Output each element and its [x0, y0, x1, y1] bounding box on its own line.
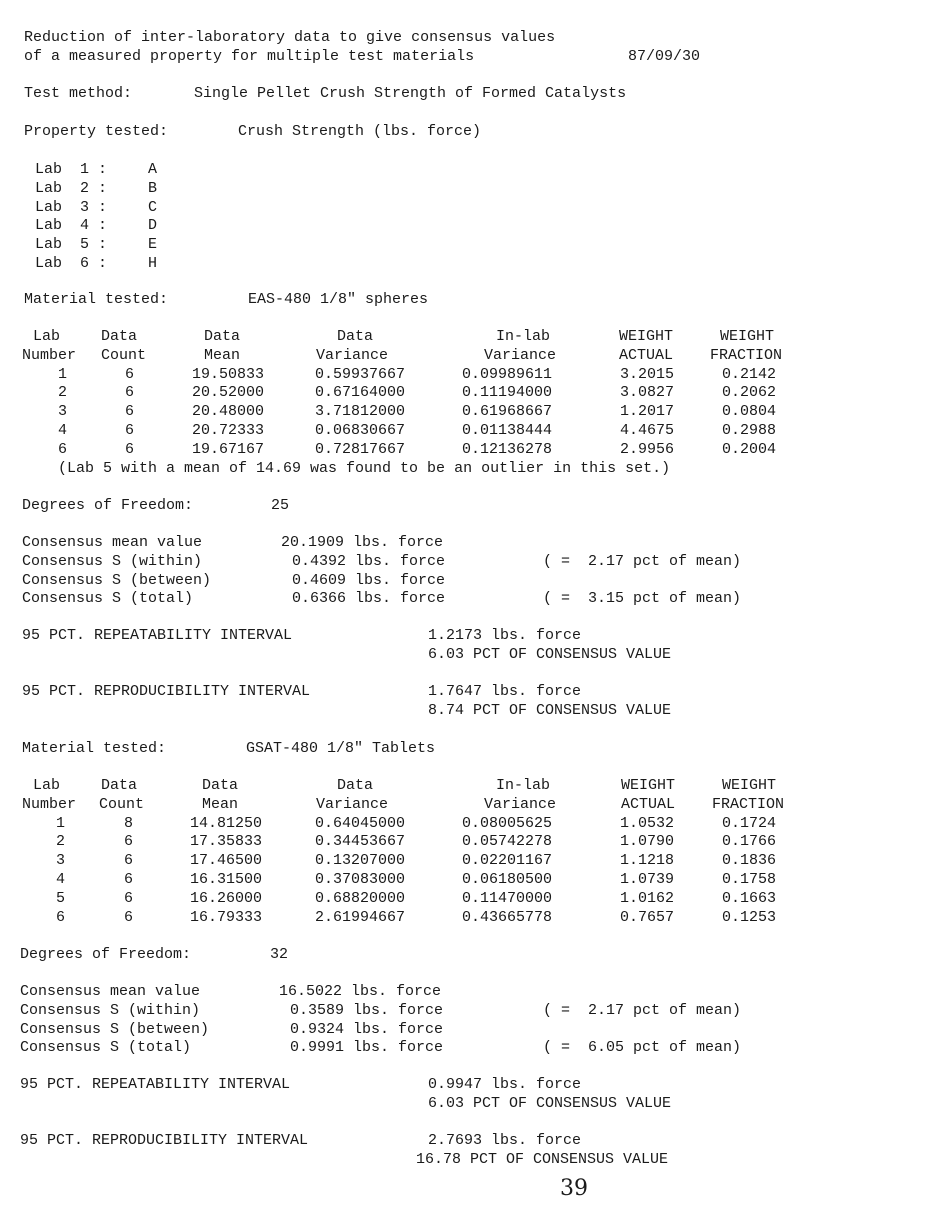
lab-code: E: [148, 236, 158, 254]
stat-label: Consensus S (between): [20, 1020, 210, 1038]
lab-label: Lab 5 :: [35, 236, 108, 254]
cell-lab: 3: [58, 403, 68, 421]
cell-lab: 6: [56, 908, 66, 926]
table-row: [0, 366, 950, 385]
reproducibility-value: 1.7647 lbs. force: [428, 683, 582, 700]
lab-label: Lab 2 :: [35, 179, 108, 197]
cell-mean: 20.72333: [192, 421, 265, 439]
stat-label: Consensus S (within): [20, 1001, 201, 1019]
col-header: Lab: [33, 777, 61, 794]
cell-lab: 4: [58, 421, 68, 439]
cell-weight-fraction: 0.2004: [722, 440, 777, 458]
stat-value: 0.3589 lbs. force: [290, 1001, 444, 1019]
cell-variance: 0.13207000: [315, 852, 406, 870]
cell-mean: 16.79333: [190, 908, 263, 926]
cell-count: 6: [125, 440, 135, 458]
col-header: Number: [22, 795, 77, 813]
list-item: [0, 199, 950, 218]
cell-variance: 0.37083000: [315, 870, 406, 888]
cell-count: 6: [125, 403, 135, 421]
cell-weight-actual: 1.0532: [620, 814, 675, 832]
cell-weight-actual: 1.0739: [620, 870, 675, 888]
cell-count: 6: [124, 908, 134, 926]
cell-variance: 0.59937667: [315, 365, 406, 383]
dof-value: 32: [270, 946, 289, 963]
stat-value: 0.9324 lbs. force: [290, 1020, 444, 1038]
page-number: 39: [560, 1176, 588, 1201]
cell-lab: 1: [56, 814, 66, 832]
table-header-row: [0, 777, 950, 796]
cell-weight-fraction: 0.1758: [722, 870, 777, 888]
col-header: Variance: [484, 346, 557, 364]
stat-label: Consensus S (between): [22, 571, 212, 589]
consensus-stats: [0, 534, 950, 609]
table-row: [0, 403, 950, 422]
cell-mean: 17.46500: [190, 852, 263, 870]
stat-value: 0.6366 lbs. force: [292, 590, 446, 608]
cell-weight-fraction: 0.0804: [722, 403, 777, 421]
table-row: [0, 384, 950, 403]
cell-inlab-variance: 0.06180500: [462, 870, 553, 888]
list-item: [0, 236, 950, 255]
cell-count: 6: [124, 870, 134, 888]
cell-lab: 3: [56, 852, 66, 870]
cell-inlab-variance: 0.08005625: [462, 814, 553, 832]
col-header: In-lab: [496, 328, 551, 345]
cell-count: 6: [125, 365, 135, 383]
material-label: Material tested:: [22, 740, 167, 757]
test-method-label: Test method:: [24, 85, 133, 102]
col-header: FRACTION: [712, 795, 785, 813]
col-header: Data: [337, 328, 374, 345]
cell-variance: 0.06830667: [315, 421, 406, 439]
cell-lab: 6: [58, 440, 68, 458]
stat-pct: ( = 3.15 pct of mean): [543, 590, 742, 608]
table-header-row: [0, 347, 950, 366]
cell-variance: 0.67164000: [315, 384, 406, 402]
col-header: WEIGHT: [720, 328, 775, 345]
col-header: Data: [337, 777, 374, 794]
cell-count: 6: [124, 852, 134, 870]
table-header-row: [0, 328, 950, 347]
dof-label: Degrees of Freedom:: [22, 497, 194, 514]
col-header: FRACTION: [710, 346, 783, 364]
cell-weight-fraction: 0.1724: [722, 814, 777, 832]
table-row: [0, 890, 950, 909]
material-name: GSAT-480 1/8" Tablets: [246, 740, 436, 757]
cell-count: 6: [124, 833, 134, 851]
cell-weight-actual: 1.0790: [620, 833, 675, 851]
cell-count: 6: [125, 384, 135, 402]
outlier-note-row: [0, 460, 950, 479]
repeatability-pct: 6.03 PCT OF CONSENSUS VALUE: [428, 646, 672, 663]
col-header: ACTUAL: [619, 346, 674, 364]
report-date: 87/09/30: [628, 48, 701, 65]
col-header: ACTUAL: [621, 795, 676, 813]
stat-value: 0.4392 lbs. force: [292, 552, 446, 570]
cell-variance: 0.34453667: [315, 833, 406, 851]
cell-variance: 0.72817667: [315, 440, 406, 458]
cell-weight-actual: 1.1218: [620, 852, 675, 870]
property-label: Property tested:: [24, 123, 169, 140]
cell-variance: 0.68820000: [315, 889, 406, 907]
table-row: [0, 422, 950, 441]
cell-inlab-variance: 0.61968667: [462, 403, 553, 421]
col-header: WEIGHT: [621, 777, 676, 794]
lab-code: H: [148, 254, 158, 272]
cell-mean: 14.81250: [190, 814, 263, 832]
cell-lab: 2: [58, 384, 68, 402]
cell-lab: 5: [56, 889, 66, 907]
cell-count: 8: [124, 814, 134, 832]
cell-weight-fraction: 0.1836: [722, 852, 777, 870]
list-item: [0, 180, 950, 199]
cell-weight-actual: 0.7657: [620, 908, 675, 926]
stat-label: Consensus S (within): [22, 552, 203, 570]
cell-inlab-variance: 0.12136278: [462, 440, 553, 458]
cell-count: 6: [125, 421, 135, 439]
cell-weight-actual: 4.4675: [620, 421, 675, 439]
title-line-2: of a measured property for multiple test materials: [24, 48, 475, 65]
cell-lab: 4: [56, 870, 66, 888]
cell-inlab-variance: 0.11470000: [462, 889, 553, 907]
stat-row: [0, 572, 950, 591]
col-header: Number: [22, 346, 77, 364]
lab-list: [0, 161, 950, 274]
lab-code: A: [148, 161, 158, 178]
cell-weight-fraction: 0.1766: [722, 833, 777, 851]
data-table: [0, 777, 950, 927]
table-row: [0, 852, 950, 871]
cell-count: 6: [124, 889, 134, 907]
cell-weight-actual: 3.0827: [620, 384, 675, 402]
col-header: Data: [204, 328, 241, 345]
lab-label: Lab 3 :: [35, 198, 108, 216]
cell-weight-fraction: 0.2142: [722, 365, 777, 383]
title-line-1: Reduction of inter-laboratory data to give consensus values: [24, 29, 556, 46]
col-header: Count: [101, 346, 147, 364]
cell-mean: 17.35833: [190, 833, 263, 851]
stat-pct: ( = 2.17 pct of mean): [543, 1001, 742, 1019]
repeatability-label: 95 PCT. REPEATABILITY INTERVAL: [22, 627, 293, 644]
table-header-row: [0, 796, 950, 815]
material-label: Material tested:: [24, 291, 169, 308]
cell-weight-actual: 2.9956: [620, 440, 675, 458]
col-header: Variance: [484, 795, 557, 813]
cell-lab: 1: [58, 365, 68, 383]
property-value: Crush Strength (lbs. force): [238, 123, 482, 140]
col-header: In-lab: [496, 777, 551, 794]
stat-row: [0, 1002, 950, 1021]
table-row: [0, 833, 950, 852]
stat-pct: ( = 6.05 pct of mean): [543, 1039, 742, 1057]
lab-label: Lab 4 :: [35, 217, 108, 235]
col-header: WEIGHT: [722, 777, 777, 794]
cell-mean: 20.48000: [192, 403, 265, 421]
stat-label: Consensus mean value: [22, 534, 203, 551]
table-row: [0, 815, 950, 834]
stat-label: Consensus S (total): [22, 590, 194, 608]
list-item: [0, 161, 950, 180]
lab-label: Lab 6 :: [35, 254, 108, 272]
cell-mean: 19.67167: [192, 440, 265, 458]
cell-inlab-variance: 0.02201167: [462, 852, 553, 870]
reproducibility-pct: 16.78 PCT OF CONSENSUS VALUE: [416, 1151, 669, 1168]
reproducibility-label: 95 PCT. REPRODUCIBILITY INTERVAL: [20, 1132, 309, 1149]
col-header: Data: [101, 777, 138, 794]
dof-label: Degrees of Freedom:: [20, 946, 192, 963]
stat-value: 16.5022 lbs. force: [279, 983, 442, 1000]
col-header: Data: [202, 777, 239, 794]
lab-code: C: [148, 198, 158, 216]
stat-row: [0, 1039, 950, 1058]
material-name: EAS-480 1/8" spheres: [248, 291, 429, 308]
repeatability-label: 95 PCT. REPEATABILITY INTERVAL: [20, 1076, 291, 1093]
stat-label: Consensus S (total): [20, 1039, 192, 1057]
repeatability-value: 0.9947 lbs. force: [428, 1076, 582, 1093]
stat-label: Consensus mean value: [20, 983, 201, 1000]
cell-inlab-variance: 0.05742278: [462, 833, 553, 851]
cell-lab: 2: [56, 833, 66, 851]
reproducibility-pct: 8.74 PCT OF CONSENSUS VALUE: [428, 702, 672, 719]
list-item: [0, 255, 950, 274]
cell-weight-fraction: 0.2988: [722, 421, 777, 439]
repeatability-value: 1.2173 lbs. force: [428, 627, 582, 644]
lab-code: B: [148, 179, 158, 197]
dof-value: 25: [271, 497, 290, 514]
cell-mean: 16.31500: [190, 870, 263, 888]
col-header: Count: [99, 795, 145, 813]
col-header: Mean: [202, 795, 239, 813]
cell-mean: 16.26000: [190, 889, 263, 907]
stat-row: [0, 1021, 950, 1040]
stat-pct: ( = 2.17 pct of mean): [543, 552, 742, 570]
cell-weight-fraction: 0.1253: [722, 908, 777, 926]
reproducibility-label: 95 PCT. REPRODUCIBILITY INTERVAL: [22, 683, 311, 700]
cell-inlab-variance: 0.01138444: [462, 421, 553, 439]
list-item: [0, 217, 950, 236]
test-method-value: Single Pellet Crush Strength of Formed Catalysts: [194, 85, 627, 102]
cell-weight-actual: 1.0162: [620, 889, 675, 907]
stat-value: 0.9991 lbs. force: [290, 1039, 444, 1057]
outlier-note: (Lab 5 with a mean of 14.69 was found to be an outlier in this set.): [58, 459, 671, 477]
col-header: Variance: [316, 795, 389, 813]
table-row: [0, 909, 950, 928]
cell-variance: 2.61994667: [315, 908, 406, 926]
data-table: [0, 328, 950, 478]
table-row: [0, 871, 950, 890]
reproducibility-value: 2.7693 lbs. force: [428, 1132, 582, 1149]
stat-row: [0, 983, 950, 1002]
col-header: Lab: [33, 328, 61, 345]
col-header: WEIGHT: [619, 328, 674, 345]
cell-mean: 19.50833: [192, 365, 265, 383]
stat-row: [0, 590, 950, 609]
cell-inlab-variance: 0.43665778: [462, 908, 553, 926]
cell-variance: 0.64045000: [315, 814, 406, 832]
cell-weight-fraction: 0.1663: [722, 889, 777, 907]
col-header: Variance: [316, 346, 389, 364]
cell-inlab-variance: 0.09989611: [462, 365, 553, 383]
cell-mean: 20.52000: [192, 384, 265, 402]
consensus-stats: [0, 983, 950, 1058]
repeatability-pct: 6.03 PCT OF CONSENSUS VALUE: [428, 1095, 672, 1112]
stat-row: [0, 534, 950, 553]
cell-variance: 3.71812000: [315, 403, 406, 421]
table-row: [0, 441, 950, 460]
stat-value: 20.1909 lbs. force: [281, 534, 444, 551]
col-header: Mean: [204, 346, 241, 364]
cell-inlab-variance: 0.11194000: [462, 384, 553, 402]
stat-value: 0.4609 lbs. force: [292, 571, 446, 589]
lab-code: D: [148, 217, 158, 235]
cell-weight-fraction: 0.2062: [722, 384, 777, 402]
stat-row: [0, 553, 950, 572]
col-header: Data: [101, 328, 138, 345]
cell-weight-actual: 1.2017: [620, 403, 675, 421]
lab-label: Lab 1 :: [35, 161, 108, 178]
cell-weight-actual: 3.2015: [620, 365, 675, 383]
